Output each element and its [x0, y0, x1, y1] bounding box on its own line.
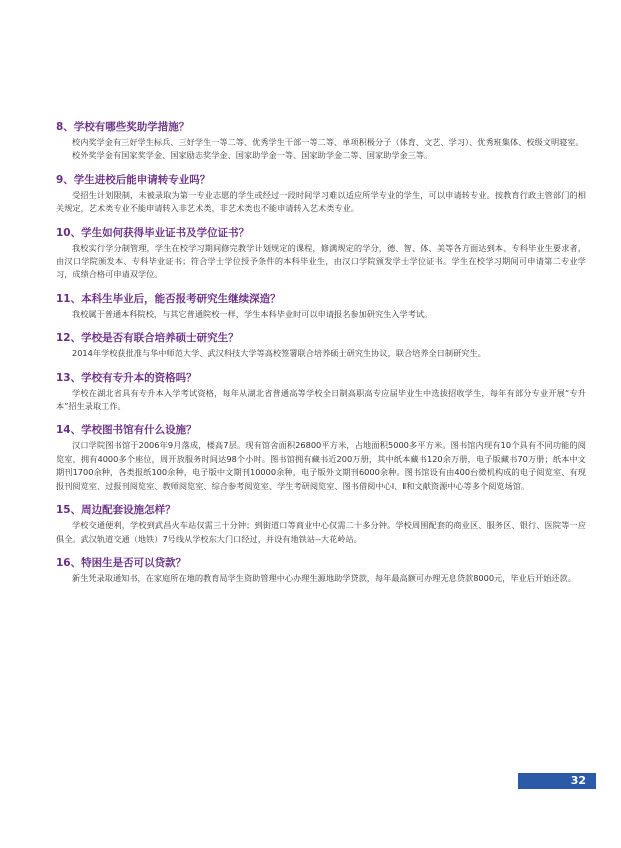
- answer-paragraph: 新生凭录取通知书，在家庭所在地的教育局学生资助管理中心办理生源地助学贷款，每年最高额可办理无息贷款8000元，毕业后开始还款。: [72, 572, 576, 583]
- question-heading: 11、本科生毕业后，能否报考研究生继续深造？: [56, 292, 281, 305]
- faq-item-8: [56, 120, 586, 163]
- faq-item-11: [56, 292, 586, 321]
- faq-item-14: [56, 423, 586, 493]
- answer-paragraph: 学校交通便利，学校到武昌火车站仅需三十分钟；到街道口等商业中心仅需二十多分钟。学校周围配套的商业区、服务区、银行、医院等一应俱全。武汉轨道交通（地铁）7号线从学校东大门口经过，并设有地铁站--大花岭站。: [56, 520, 586, 544]
- answer-paragraph: 学校在湖北省具有专升本入学考试资格，每年从湖北省普通高等学校全日制高职高专应届毕业生中选拔招收学生，每年有部分专业开展“专升本”招生录取工作。: [56, 387, 586, 412]
- answer-paragraph: 我校属于普通本科院校，与其它普通院校一样，学生本科毕业时可以申请报名参加研究生入学考试。: [72, 308, 433, 319]
- answer-paragraph: 校外奖学金有国家奖学金、国家励志奖学金、国家助学金一等、国家助学金二等、国家助学金三等。: [72, 150, 433, 161]
- faq-item-9: [56, 173, 586, 216]
- question-heading: 16、特困生是否可以贷款？: [56, 556, 187, 569]
- answer-paragraph: 汉口学院图书馆于2006年9月落成，楼高7层。现有馆舍面积26800平方米，占地面积5000多平方米。图书馆内现有10个具有不同功能的阅览室，拥有4000多个座位，周开放服务时间达98个小时。图书馆拥有藏书近200万册，其中纸本藏书120余万册，电子版藏书70万册；纸本中文期刊1700余种，各类报纸100余种，电子版中文期刊10000余种，电子版外文期刊6000余种。图书馆设有由400台微机构成的电子阅览室、有现报刊阅览室、过报刊阅览室、教师阅览室、综合参考阅览室、学生考研阅览室、图书借阅中心Ⅰ、Ⅱ和文献资源中心等多个阅览场馆。: [56, 440, 586, 491]
- answer-paragraph: 我校实行学分制管理，学生在校学习期间修完教学计划规定的课程，修满规定的学分，德、智、体、美等各方面达到本、专科毕业生要求者，由汉口学院颁发本、专科毕业证书；符合学士学位授予条件的本科毕业生，由汉口学院颁发学士学位证书。学生在校学习期间可申请第二专业学习，成绩合格可申请双学位。: [56, 242, 586, 280]
- answer-paragraph: 校内奖学金有三好学生标兵、三好学生一等二等、优秀学生干部一等二等、单项积极分子（体育、文艺、学习）、优秀班集体、校级文明寝室。: [72, 137, 584, 147]
- faq-item-10: [56, 226, 586, 282]
- faq-item-15: [56, 503, 586, 546]
- question-heading: 13、学校有专升本的资格吗？: [56, 371, 197, 384]
- answer-paragraph: 2014年学校获批准与华中师范大学、武汉科技大学等高校签署联合培养硕士研究生协议，联合培养全日制研究生。: [72, 348, 486, 359]
- question-heading: 12、学校是否有联合培养硕士研究生？: [56, 332, 239, 345]
- answer-paragraph: 受招生计划限制，未被录取为第一专业志愿的学生或经过一段时间学习难以适应所学专业的学生，可以申请转专业。按教育行政主管部门的相关规定，艺术类专业不能申请转入非艺术类，非艺术类也不能申请转入艺术类专业。: [56, 189, 586, 214]
- faq-content: [56, 120, 586, 595]
- question-heading: 9、学生进校后能申请转专业吗？: [56, 173, 211, 186]
- faq-item-16: [56, 556, 586, 585]
- faq-item-12: [56, 331, 586, 360]
- question-heading: 15、周边配套设施怎样？: [56, 504, 176, 517]
- question-heading: 14、学校图书馆有什么设施？: [56, 424, 197, 437]
- question-heading: 10、学生如何获得毕业证书及学位证书？: [56, 226, 250, 239]
- page-number: 32: [570, 774, 586, 787]
- faq-item-13: [56, 371, 586, 414]
- question-heading: 8、学校有哪些奖助学措施？: [56, 121, 190, 133]
